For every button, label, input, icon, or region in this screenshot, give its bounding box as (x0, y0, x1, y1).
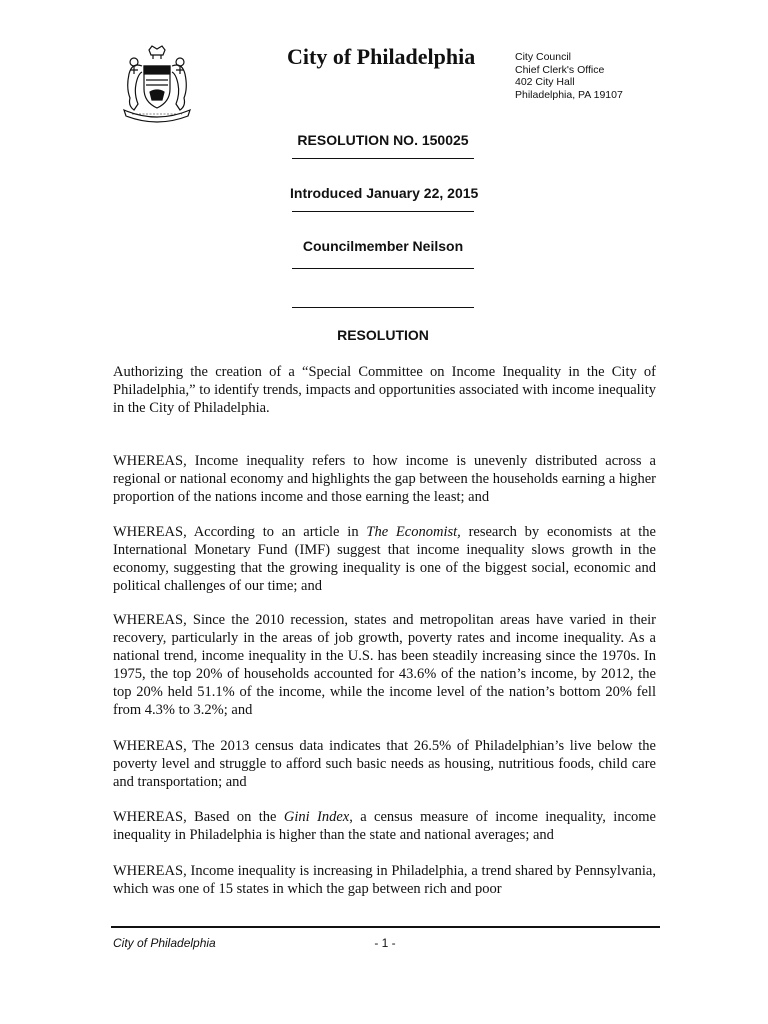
divider (292, 307, 474, 308)
whereas-paragraph (113, 808, 656, 844)
page-number: - 1 - (374, 936, 396, 950)
sponsor-name: Councilmember Neilson (302, 238, 464, 254)
whereas-paragraph: WHEREAS, The 2013 census data indicates that 26.5% of Philadelphian’s live below the poverty level and struggle to afford such basic needs as housing, nutritious foods, child care and transportation; and (113, 738, 656, 790)
divider (292, 268, 474, 269)
index-name: Gini Index (283, 809, 350, 825)
whereas-paragraph: WHEREAS, Income inequality is increasing in Philadelphia, a trend shared by Pennsylvania, which was one of 15 states in which the gap between rich and poor (113, 863, 656, 897)
text-segment: , a census measure of income inequality, income inequality in Philadelphia is higher than the state and national averages; and (113, 809, 656, 843)
text-segment: WHEREAS, According to an article in (113, 524, 367, 540)
whereas-paragraph: WHEREAS, Income inequality refers to how income is unevenly distributed across a regional or national economy and highlights the gap between the households earning a higher proportion of the nations income and those earning the least; and (113, 453, 656, 505)
divider (292, 211, 474, 212)
resolution-number: RESOLUTION NO. 150025 (297, 132, 469, 148)
footer-divider (111, 926, 660, 928)
address-block (515, 51, 623, 101)
divider (292, 158, 474, 159)
introduced-date: Introduced January 22, 2015 (290, 185, 479, 201)
text-segment: WHEREAS, Based on the (113, 809, 284, 825)
address-line: City Council (515, 51, 572, 63)
footer-label: City of Philadelphia (113, 936, 216, 950)
city-title: City of Philadelphia (287, 44, 476, 69)
resolution-heading: RESOLUTION (337, 327, 429, 343)
text-segment: research by economists at the International Monetary Fund (IMF) suggest that income inequality slows growth in the economy, suggesting that the growing inequality is one of the biggest social, economic and political challenges of our time; and (113, 524, 656, 594)
publication-title: The Economist, (366, 524, 461, 540)
whereas-paragraph: WHEREAS, Since the 2010 recession, states and metropolitan areas have varied in their recovery, particularly in the areas of job growth, poverty rates and income inequality. As a national trend, income inequality in the U.S. has been steadily increasing since the 1970s. In 1975, the top 20% of households accounted for 43.6% of the nation’s income, by 2012, the top 20% held 51.1% of the income, while the income level of the nation’s bottom 20% fell from 4.3% to 3.2%; and (113, 612, 656, 718)
resolution-summary: Authorizing the creation of a “Special Committee on Income Inequality in the City of Philadelphia,” to identify trends, impacts and opportunities associated with income inequality in the City of Philadelphia. (113, 364, 656, 416)
address-line: Chief Clerk's Office (515, 63, 605, 76)
whereas-paragraph (113, 523, 656, 595)
address-line: Philadelphia, PA 19107 (515, 88, 623, 101)
city-seal-logo (116, 44, 198, 126)
address-line: 402 City Hall (515, 76, 575, 88)
